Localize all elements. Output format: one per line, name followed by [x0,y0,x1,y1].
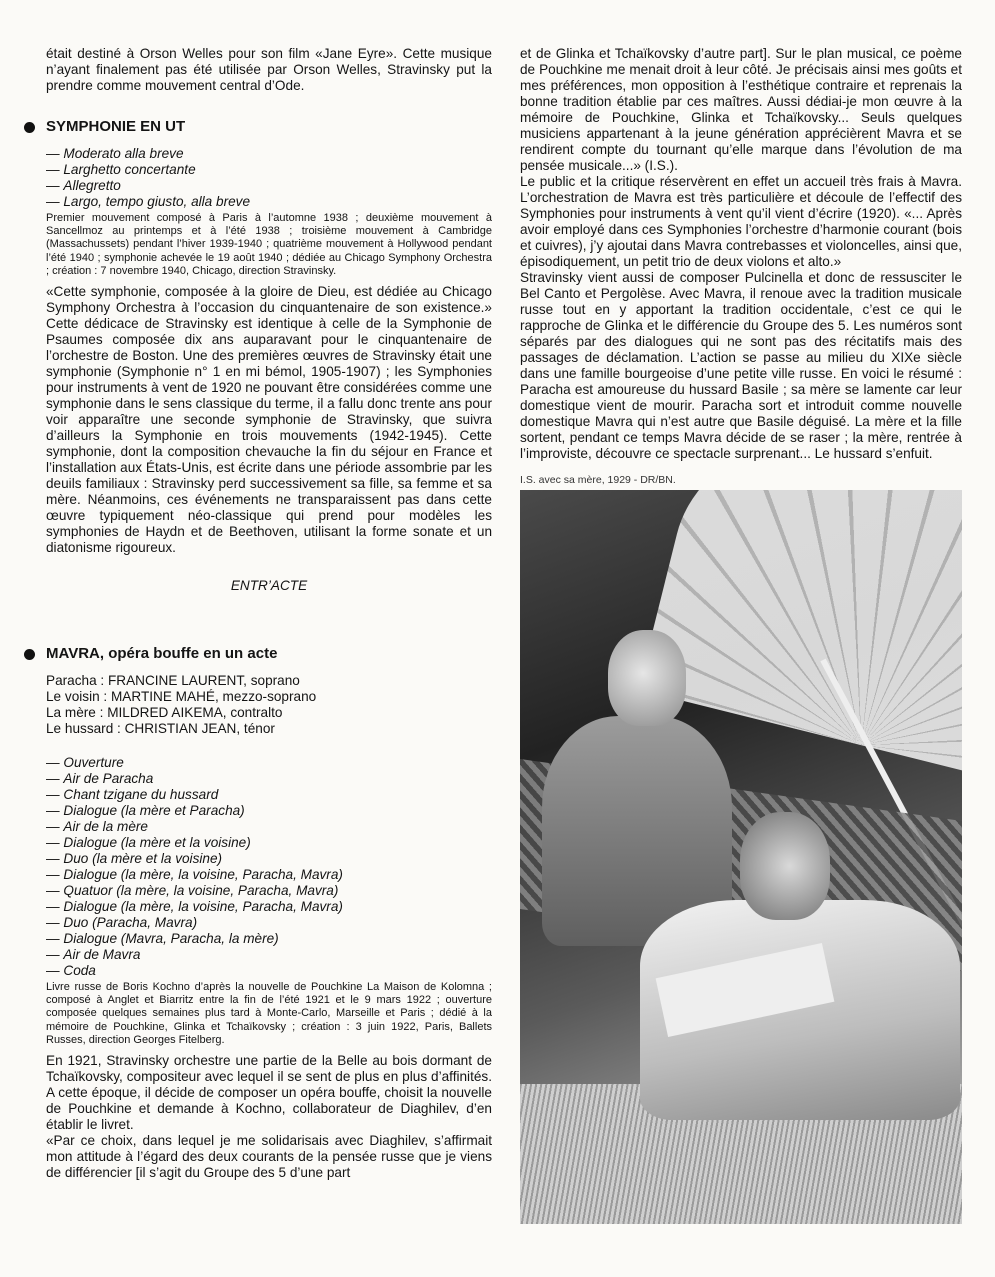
list-item: — Ouverture [46,755,124,771]
list-item: — Dialogue (la mère et Paracha) [46,803,245,819]
list-item: — Coda [46,963,96,979]
mavra-body-1: En 1921, Stravinsky orchestre une partie de la Belle au bois dormant de Tchaïkovsky, compositeur avec lequel il se sent de plus en plus d’affinités. A cette époque, il décide de composer un opéra bouffe, choisit la nouvelle de Pouchkine et demande à Kochno, collaborateur de Diaghilev, d’en établir le livret. [46,1053,492,1133]
mavra-heading [46,645,492,663]
mavra-cast [46,673,492,737]
mavra-body-2: «Par ce choix, dans lequel je me solidarisais avec Diaghilev, s’affirmait mon attitude à l’égard des deux courants de la pensée russe que je viens de différencier [il s’agit du Groupe des 5 d’une part [46,1133,492,1181]
symphonie-note: Premier mouvement composé à Paris à l’automne 1938 ; deuxième mouvement à Sancellmoz au printemps et à l’été 1938 ; troisième mouvement à Cambridge (Massachussets) pendant l’hiver 1939-1940 ; quatrième mouvement à Hollywood pendant l’été 1940 ; symphonie achevée le 19 août 1940 ; dédiée au Chicago Symphony Orchestra ; création : 7 novembre 1940, Chicago, direction Stravinsky. [46,212,492,277]
symphonie-title: SYMPHONIE EN UT [46,118,186,135]
cast-item: La mère : MILDRED AIKEMA, contralto [46,705,283,721]
photo-stravinsky-with-mother [520,490,962,1224]
mavra-title: MAVRA, opéra bouffe en un acte [46,645,278,663]
entracte-label: ENTR’ACTE [230,578,308,594]
symphonie-body: «Cette symphonie, composée à la gloire de Dieu, est dédiée au Chicago Symphony Orchestra à l’occasion du cinquantenaire de son existence.» Cette dédicace de Stravinsky est identique à celle de la Symphonie de Psaumes composée dix ans auparavant pour le cinquantenaire de l’orchestre de Boston. Une des premières œuvres de Stravinsky était une symphonie (Symphonie n° 1 en mi bémol, 1905-1907) ; les Symphonies pour instruments à vent de 1920 ne pouvant être considérées comme une symphonie dans le sens classique du terme, il a fallu donc trente ans pour voir apparaître une seconde symphonie de Stravinsky, que suivra d’ailleurs la Symphonie en trois mouvements (1942-1945). Cette symphonie, dont la composition chevauche la fin du séjour en France et l’installation aux États-Unis, est écrite dans une période assombrie par les deuils familiaux : Stravinsky perd successivement sa fille, sa femme et sa mère. Néanmoins, ces événements ne transparaissent pas dans cette œuvre typiquement néo-classique qui prend pour modèles les symphonies de Haydn et de Beethoven, utilisant la forme sonate et un diatonisme rigoureux. [46,284,492,556]
list-item: — Dialogue (la mère, la voisine, Paracha, Mavra) [46,899,343,915]
mavra-note: Livre russe de Boris Kochno d’après la nouvelle de Pouchkine La Maison de Kolomna ; composé à Anglet et Biarritz entre la fin de l’été 1921 et le 9 mars 1922 ; ouverture composée quelques semaines plus tard à Monte-Carlo, Marseille et Paris ; dédié à la mémoire de Pouchkine, Glinka et Tchaïkovsky ; création : 3 juin 1922, Paris, Ballets Russes, direction Georges Fitelberg. [46,981,492,1046]
photo-caption: I.S. avec sa mère, 1929 - DR/BN. [520,474,676,486]
list-item: — Dialogue (la mère et la voisine) [46,835,251,851]
list-item: — Dialogue (Mavra, Paracha, la mère) [46,931,279,947]
right-paragraph-3: Stravinsky vient aussi de composer Pulcinella et donc de ressusciter le Bel Canto et Pergolèse. Avec Mavra, il renoue avec la tradition musicale russe tout en y apportant la tradition occidentale, c’est ce qui le rapproche de Glinka et le différencie du Groupe des 5. Les numéros sont séparés par des dialogues qui ne sont pas des récitatifs mais des passages de déclamation. L’action se passe au milieu du XIXe siècle dans une famille bourgeoise d’une petite ville russe. En voici le résumé : Paracha est amoureuse du hussard Basile ; sa mère se lamente car leur domestique vient de mourir. Paracha sort et introduit comme nouvelle domestique Mavra qui n’est autre que Basile déguisé. La mère et la fille sortent, pendant ce temps Mavra décide de se raser ; la mère, rentrée à l’improviste, découvre ce spectacle surprenant... Le hussard s’enfuit. [520,270,962,461]
list-item: — Duo (la mère et la voisine) [46,851,223,867]
cast-item: Le hussard : CHRISTIAN JEAN, ténor [46,721,275,737]
woman-head [608,630,686,726]
left-column [46,46,492,1181]
list-item: — Quatuor (la mère, la voisine, Paracha, Mavra) [46,883,339,899]
list-item: — Moderato alla breve [46,146,184,161]
intro-paragraph: était destiné à Orson Welles pour son film «Jane Eyre». Cette musique n’ayant finalement pas été utilisée par Orson Welles, Stravinsky put la prendre comme mouvement central d’Ode. [46,46,492,93]
cast-item: Paracha : FRANCINE LAURENT, soprano [46,673,300,689]
list-item: — Chant tzigane du hussard [46,787,219,803]
list-item: — Air de la mère [46,819,148,835]
symphonie-movements [46,146,492,210]
symphonie-heading [46,118,492,136]
mavra-numbers [46,755,492,979]
bullet-icon [24,122,35,133]
list-item: — Air de Mavra [46,947,141,963]
list-item: — Air de Paracha [46,771,154,787]
right-column [520,46,962,1224]
list-item: — Larghetto concertante [46,162,196,177]
bullet-icon [24,649,35,660]
list-item: — Dialogue (la mère, la voisine, Paracha, Mavra) [46,867,343,883]
right-paragraph-2: Le public et la critique réservèrent en effet un accueil très frais à Mavra. L’orchestration de Mavra est très particulière et découle de l’effectif des Symphonies pour instruments à vent qu’il vient d’écrire (1920). «... Après avoir employé dans ces Symphonies l’orchestre d’harmonie courant (bois et cuivres), j’y ajoutai dans Mavra contrebasses et violoncelles, ainsi que, épisodiquement, un petit trio de deux violons et alto.» [520,174,962,269]
right-paragraph-1: et de Glinka et Tchaïkovsky d’autre part]. Sur le plan musical, ce poème de Pouchkine me menait droit à leur côté. Je précisais ainsi mes goûts et mes préférences, mon opposition à l’esthétique contraire et reprenais la bonne tradition établie par ces maîtres. Aussi dédiai-je mon œuvre à la mémoire de Pouchkine, Glinka et Tchaïkovsky... Seuls quelques musiciens appartenant à la jeune génération apprécièrent Mavra et se rendirent compte du tournant qu’elle marque dans l’évolution de ma pensée musicale...» (I.S.). [520,46,962,173]
list-item: — Allegretto [46,178,121,193]
list-item: — Largo, tempo giusto, alla breve [46,194,251,209]
cast-item: Le voisin : MARTINE MAHÉ, mezzo-soprano [46,689,317,705]
man-head [740,812,830,920]
list-item: — Duo (Paracha, Mavra) [46,915,198,931]
